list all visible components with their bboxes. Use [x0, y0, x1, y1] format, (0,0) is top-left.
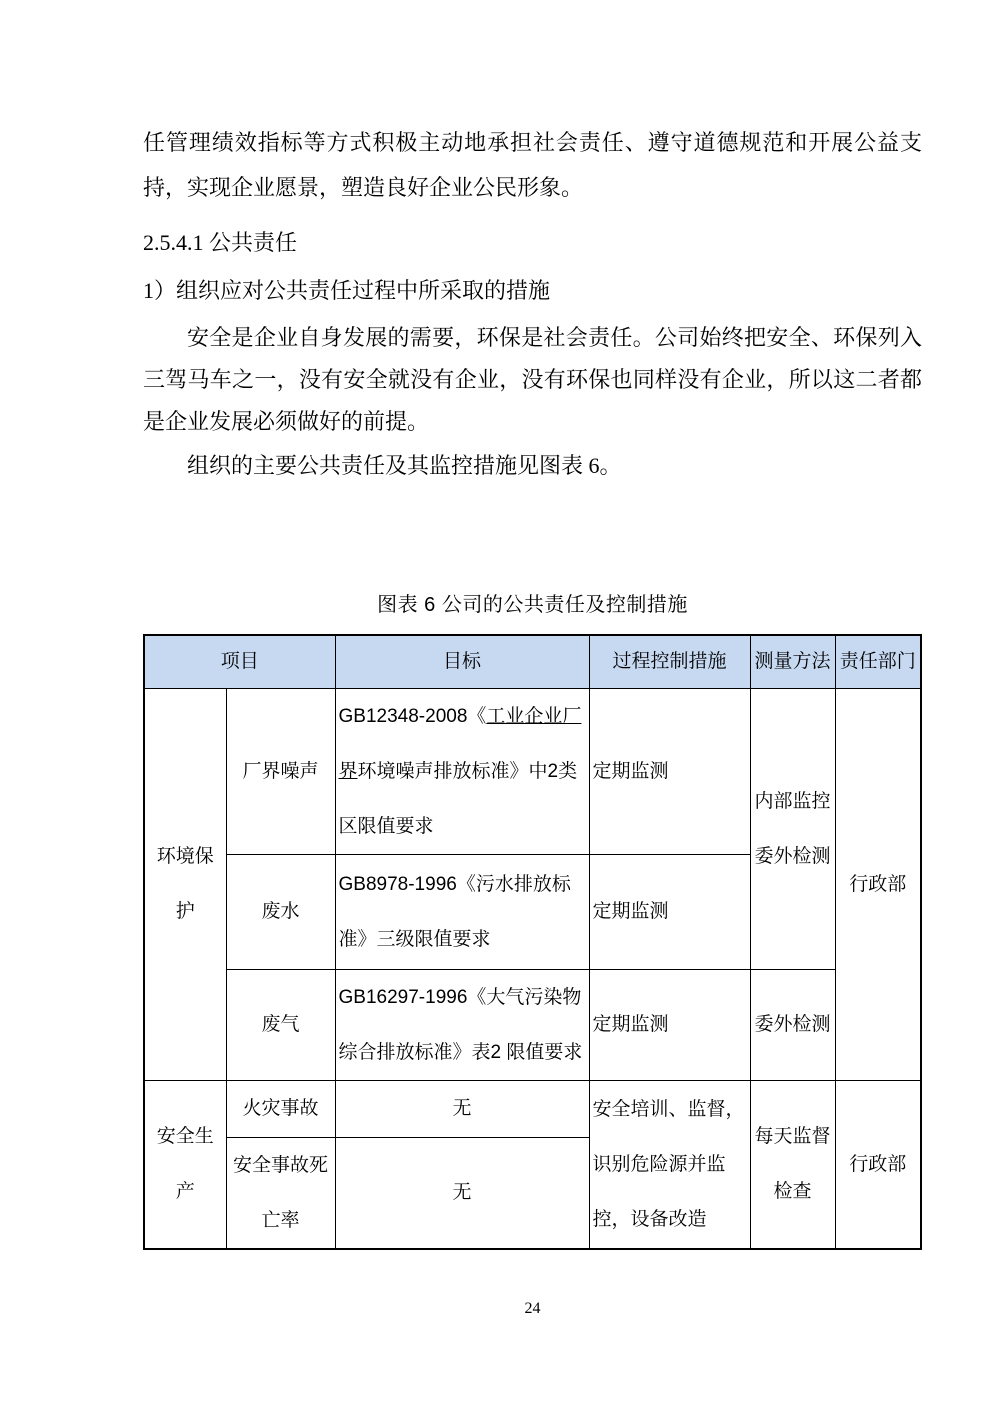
cell-category-safety: 安全生产 — [144, 1080, 226, 1249]
header-cell-process-control: 过程控制措施 — [589, 635, 750, 688]
cell-goal-wastewater: GB8978-1996《污水排放标准》三级限值要求 — [335, 854, 589, 969]
cell-department-safety: 行政部 — [835, 1080, 921, 1249]
cell-goal-factory-noise — [335, 688, 589, 854]
measurement-line-internal: 内部监控 — [754, 790, 831, 812]
table-caption: 图表 6 公司的公共责任及控制措施 — [377, 594, 688, 616]
cell-goal-exhaust-gas: GB16297-1996《大气污染物综合排放标准》表2 限值要求 — [335, 969, 589, 1080]
list-item-1: 1）组织应对公共责任过程中所采取的措施 — [143, 278, 551, 303]
header-cell-goal: 目标 — [335, 635, 589, 688]
cell-category-environment: 环境保护 — [144, 688, 226, 1080]
cell-item-factory-noise: 厂界噪声 — [226, 688, 335, 854]
table-row-fire-accident — [144, 1080, 921, 1137]
table-row-exhaust-gas — [144, 969, 921, 1080]
paragraph-continuation: 任管理绩效指标等方式积极主动地承担社会责任、遵守道德规范和开展公益支持，实现企业愿景，塑造良好企业公民形象。 — [143, 130, 922, 200]
responsibility-table — [143, 634, 922, 1250]
cell-measurement-external-only: 委外检测 — [750, 969, 835, 1080]
cell-control-factory-noise: 定期监测 — [589, 688, 750, 854]
cell-item-fatality-rate: 安全事故死亡率 — [226, 1137, 335, 1249]
page-content — [143, 0, 922, 1318]
goal-text-suffix: 环境噪声排放标准》中2类区限值要求 — [338, 760, 578, 837]
cell-measurement-internal-external — [750, 688, 835, 969]
cell-measurement-daily-check: 每天监督检查 — [750, 1080, 835, 1249]
cell-control-exhaust-gas: 定期监测 — [589, 969, 750, 1080]
header-cell-department: 责任部门 — [835, 635, 921, 688]
cell-department-environment: 行政部 — [835, 688, 921, 1080]
table-header-row — [144, 635, 921, 688]
header-cell-item: 项目 — [144, 635, 335, 688]
cell-item-exhaust-gas: 废气 — [226, 969, 335, 1080]
cell-goal-fatality-rate: 无 — [335, 1137, 589, 1249]
goal-text-prefix: GB12348-2008《 — [338, 705, 487, 727]
paragraph-table-ref: 组织的主要公共责任及其监控措施见图表 6。 — [187, 453, 622, 478]
header-cell-measurement: 测量方法 — [750, 635, 835, 688]
cell-item-wastewater: 废水 — [226, 854, 335, 969]
measurement-line-external: 委外检测 — [754, 845, 831, 867]
paragraph-safety: 安全是企业自身发展的需要，环保是社会责任。公司始终把安全、环保列入三驾马车之一，没有安全就没有企业，没有环保也同样没有企业，所以这二者都是企业发展必须做好的前提。 — [143, 325, 922, 434]
page-number: 24 — [524, 1299, 541, 1317]
table-row-factory-noise — [144, 688, 921, 854]
cell-item-fire-accident: 火灾事故 — [226, 1080, 335, 1137]
cell-control-wastewater: 定期监测 — [589, 854, 750, 969]
cell-goal-fire-accident: 无 — [335, 1080, 589, 1137]
cell-control-safety: 安全培训、监督，识别危险源并监控，设备改造 — [589, 1080, 750, 1249]
section-heading: 2.5.4.1 公共责任 — [143, 230, 298, 255]
goal-text-underlined-standard: 工业企业厂界 — [338, 705, 582, 782]
